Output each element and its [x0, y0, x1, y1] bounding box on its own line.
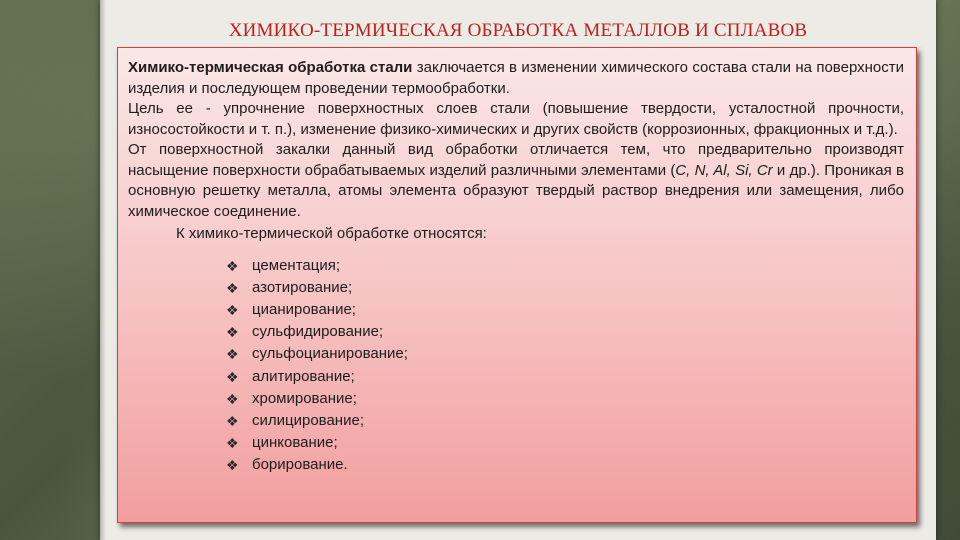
list-item-text: силицирование;: [252, 411, 364, 429]
list-item-text: борирование.: [252, 456, 348, 474]
list-item-text: сульфидирование;: [252, 323, 384, 341]
list-item: [226, 277, 904, 299]
paragraph-difference: [128, 140, 904, 222]
slide-title: ХИМИКО-ТЕРМИЧЕСКАЯ ОБРАБОТКА МЕТАЛЛОВ И СПЛАВОВ: [228, 20, 808, 41]
list-item: [226, 432, 904, 454]
content-box: [117, 47, 917, 523]
list-item-text: алитирование;: [252, 367, 355, 385]
list-item: [226, 299, 904, 321]
four-diamond-icon: ❖: [226, 412, 239, 429]
element-list: C, N, Al, Si, Cr: [675, 161, 773, 179]
list-item-text: азотирование;: [252, 278, 353, 296]
paragraph-purpose: Цель ее - упрочнение поверхностных слоев стали (повышение твердости, усталостной прочности, износостойкости и т. п.), изменение физико-химических и других свойств (коррозионных, фракционных и т.д.).: [128, 100, 904, 138]
four-diamond-icon: ❖: [226, 390, 239, 407]
four-diamond-icon: ❖: [226, 301, 239, 318]
list-item-text: цинкование;: [252, 434, 338, 452]
difference-text-start: От поверхностной закалки данный вид обработки отличается тем, что предварительно производят насыщение поверхности обрабатываемых изделий различными элементами (: [128, 141, 904, 179]
list-item-text: цементация;: [252, 256, 341, 274]
list-item-text: хромирование;: [252, 389, 357, 407]
list-item: [226, 454, 904, 476]
list-item: [226, 343, 904, 365]
four-diamond-icon: ❖: [226, 257, 239, 274]
list-item: [226, 410, 904, 432]
difference-text-end: и др.). Проникая в основную решетку металла, атомы элемента образуют твердый раствор внедрения или замещения, либо химическое соединение.: [128, 161, 904, 220]
paragraph-definition: [128, 58, 904, 99]
list-item-text: цианирование;: [252, 300, 356, 318]
process-list: [128, 255, 904, 477]
definition-term: Химико-термическая обработка стали: [128, 59, 413, 76]
four-diamond-icon: ❖: [226, 435, 239, 452]
list-item: [226, 255, 904, 277]
four-diamond-icon: ❖: [226, 346, 239, 363]
four-diamond-icon: ❖: [226, 324, 239, 341]
four-diamond-icon: ❖: [226, 279, 239, 296]
list-item: [226, 366, 904, 388]
list-item: [226, 321, 904, 343]
definition-text: заключается в изменении химического состава стали на поверхности изделия и последующем проведении термообработки.: [128, 59, 904, 97]
four-diamond-icon: ❖: [226, 368, 239, 385]
list-item-text: сульфоцианирование;: [252, 345, 408, 363]
list-intro: К химико-термической обработке относятся:: [176, 225, 487, 242]
list-item: [226, 388, 904, 410]
four-diamond-icon: ❖: [226, 457, 239, 474]
